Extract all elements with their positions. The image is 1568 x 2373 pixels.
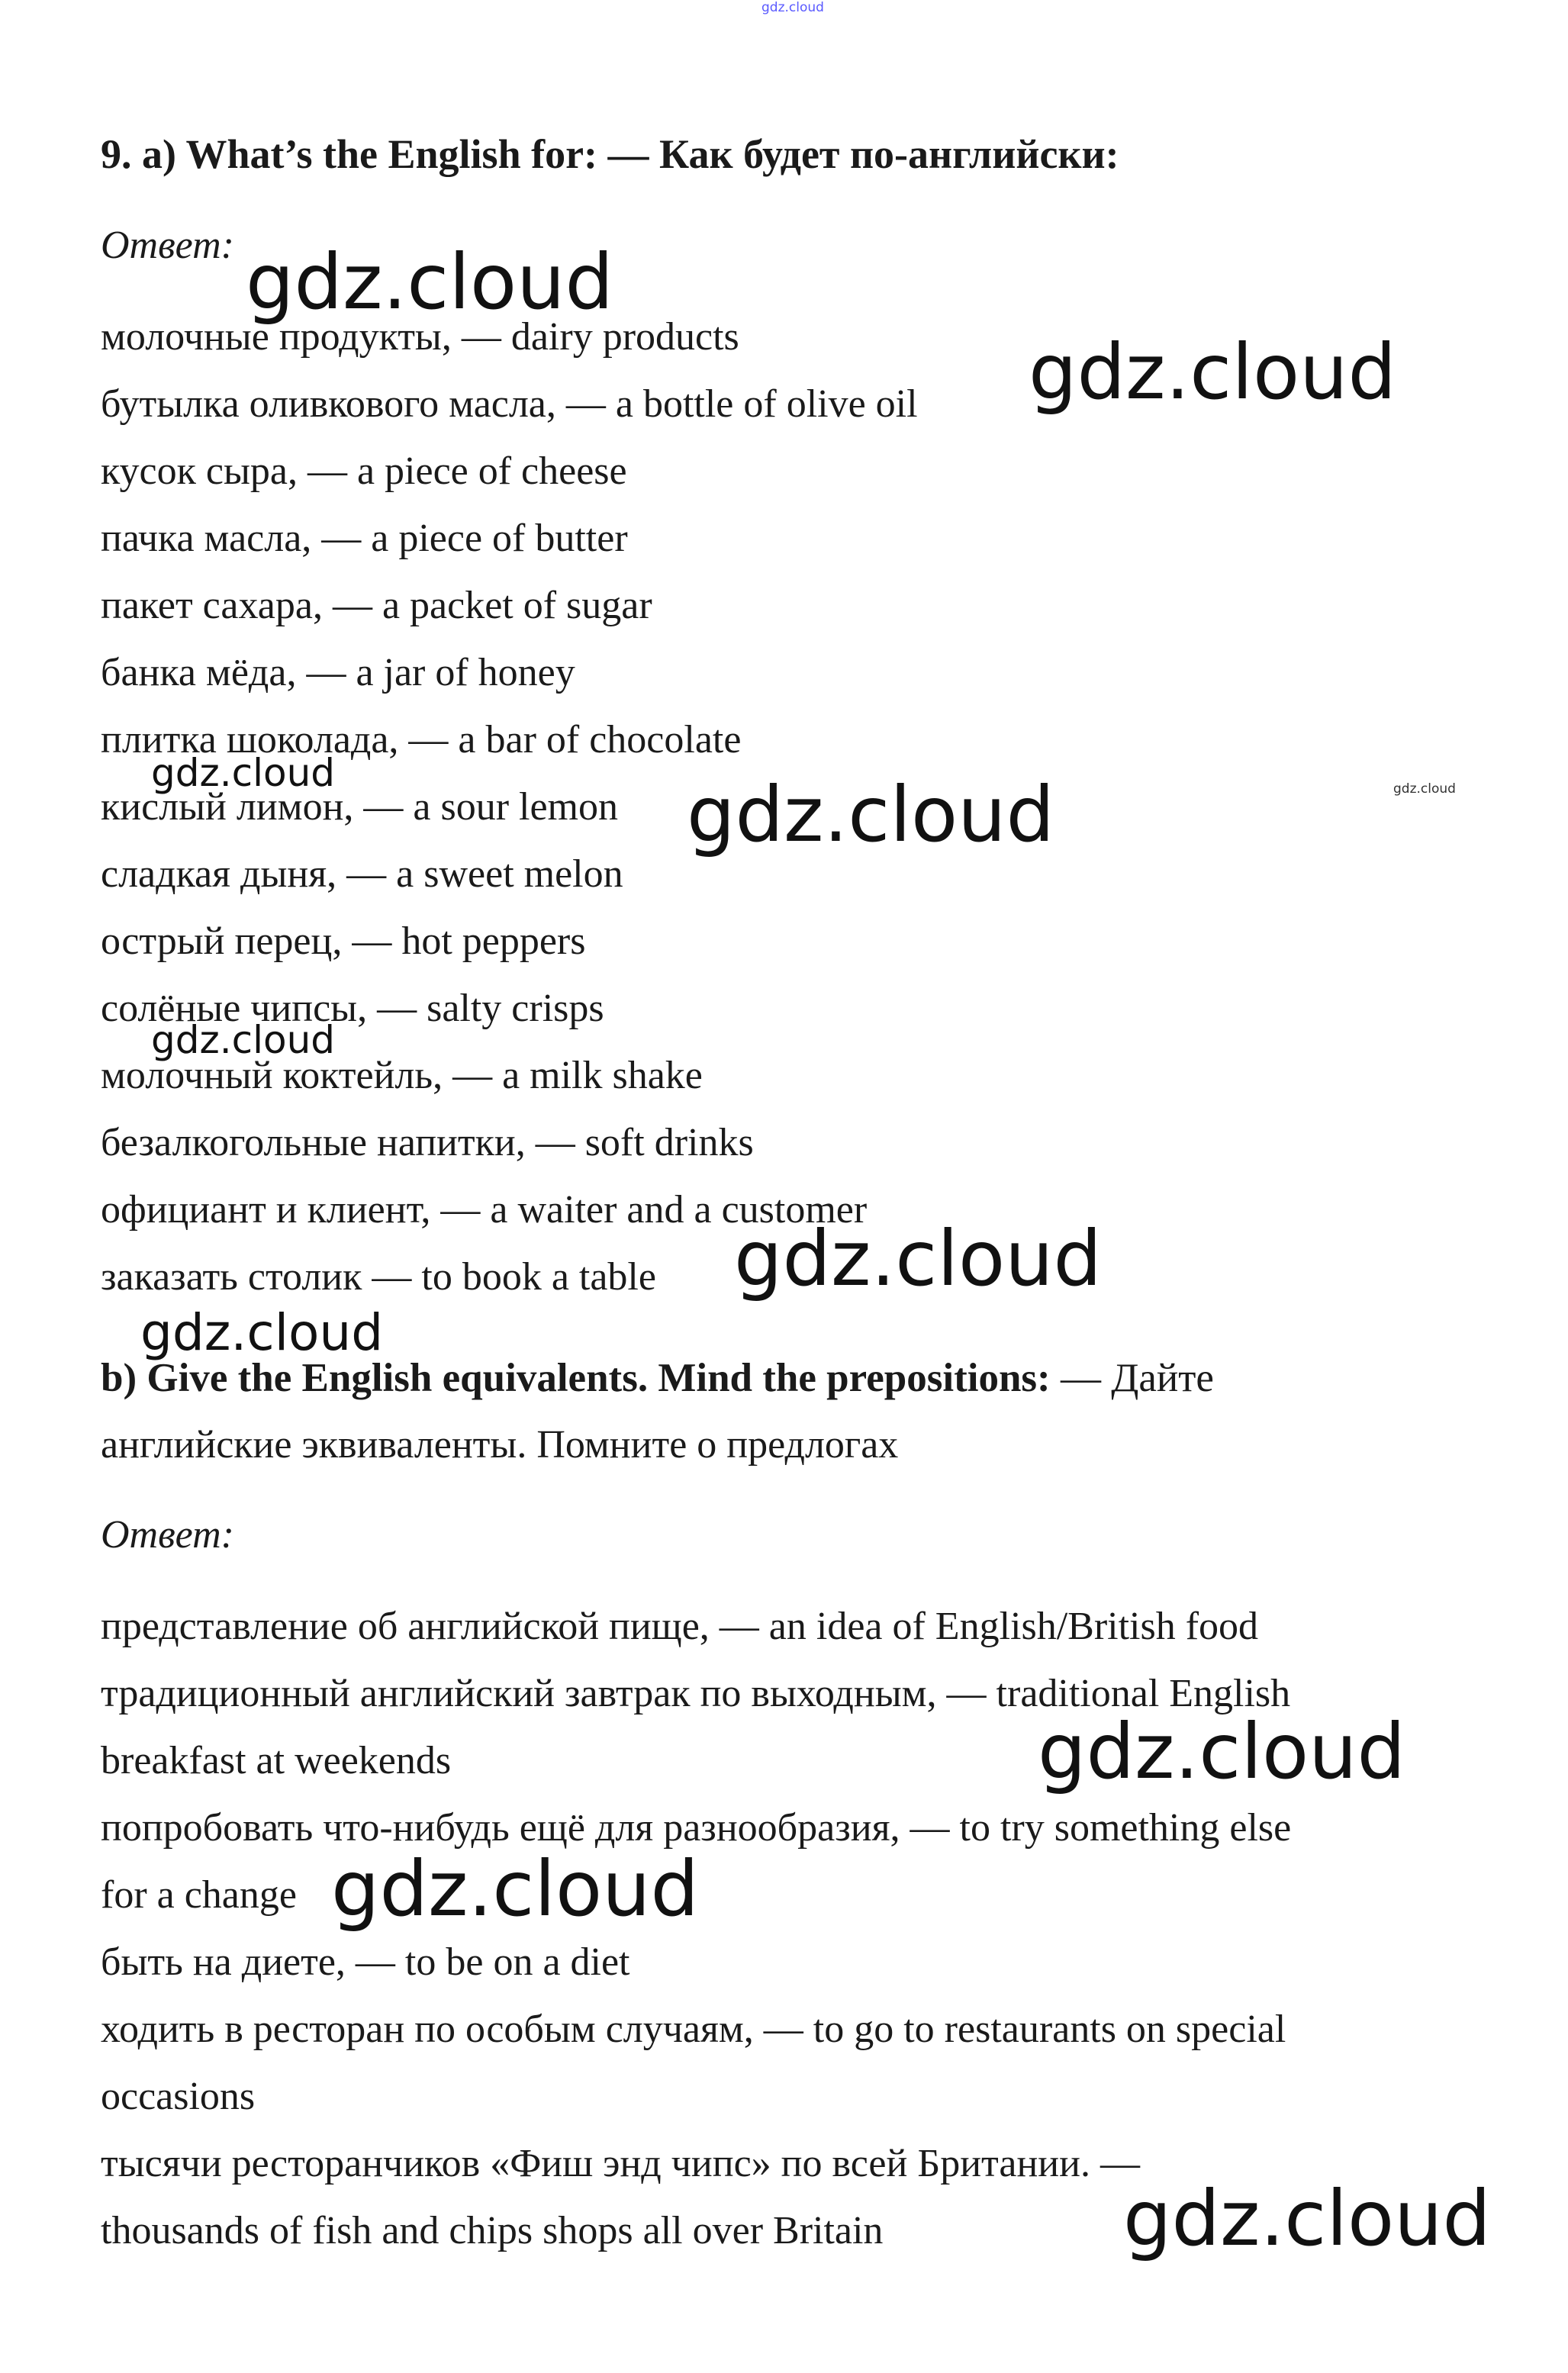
section-b-heading-bold: b) Give the English equivalents. Mind the prepositions:	[101, 1356, 1051, 1400]
section-b-heading-rest: — Дайте	[1050, 1356, 1214, 1400]
section-b-answer-label: Ответ:	[101, 1513, 234, 1557]
vocab-item: молочный коктейль, — a milk shake	[101, 1054, 703, 1097]
equivalent-line: for a change	[101, 1873, 297, 1917]
watermark: gdz.cloud	[1393, 781, 1456, 797]
equivalent-line: попробовать что-нибудь ещё для разнообразия, — to try something else	[101, 1806, 1292, 1850]
vocab-item: банка мёда, — a jar of honey	[101, 651, 575, 694]
watermark: gdz.cloud	[1029, 327, 1397, 417]
vocab-item: заказать столик — to book a table	[101, 1255, 656, 1299]
vocab-item: острый перец, — hot peppers	[101, 919, 586, 963]
vocab-item: солёные чипсы, — salty crisps	[101, 987, 604, 1030]
equivalent-line: breakfast at weekends	[101, 1739, 452, 1782]
watermark: gdz.cloud	[734, 1214, 1103, 1303]
vocab-item: пачка масла, — a piece of butter	[101, 517, 628, 560]
vocab-item: пакет сахара, — a packet of sugar	[101, 584, 652, 627]
equivalent-line: представление об английской пище, — an idea of English/British food	[101, 1605, 1259, 1648]
watermark: gdz.cloud	[246, 237, 614, 327]
vocab-item: плитка шоколада, — a bar of chocolate	[101, 718, 742, 761]
equivalent-line: быть на диете, — to be on a diet	[101, 1940, 630, 1984]
equivalent-line: ходить в ресторан по особым случаям, — to go to restaurants on special	[101, 2008, 1286, 2051]
vocab-item: молочные продукты, — dairy products	[101, 315, 739, 359]
section-b-heading-line2: английские эквиваленты. Помните о предлогах	[101, 1423, 899, 1467]
watermark-top: gdz.cloud	[761, 0, 824, 15]
watermark: gdz.cloud	[687, 770, 1055, 859]
watermark: gdz.cloud	[1123, 2174, 1492, 2263]
watermark: gdz.cloud	[151, 751, 336, 795]
vocab-item: безалкогольные напитки, — soft drinks	[101, 1121, 754, 1164]
vocab-item: официант и клиент, — a waiter and a customer	[101, 1188, 868, 1232]
section-a-answer-label: Ответ:	[101, 224, 234, 267]
vocab-item: кусок сыра, — a piece of cheese	[101, 449, 627, 493]
watermark: gdz.cloud	[151, 1018, 336, 1062]
vocab-item: кислый лимон, — a sour lemon	[101, 785, 619, 829]
equivalent-line: традиционный английский завтрак по выходным, — traditional English	[101, 1672, 1291, 1715]
vocab-item: сладкая дыня, — a sweet melon	[101, 852, 623, 896]
equivalent-line: thousands of fish and chips shops all over Britain	[101, 2209, 884, 2252]
watermark: gdz.cloud	[1038, 1707, 1406, 1796]
watermark: gdz.cloud	[331, 1844, 700, 1933]
watermark: gdz.cloud	[140, 1303, 384, 1362]
equivalent-line: тысячи ресторанчиков «Фиш энд чипс» по всей Британии. —	[101, 2142, 1140, 2185]
equivalent-line: occasions	[101, 2075, 256, 2118]
vocab-item: бутылка оливкового масла, — a bottle of olive oil	[101, 382, 918, 426]
section-a-heading: 9. a) What’s the English for: — Как будет по-английски:	[101, 131, 1119, 177]
